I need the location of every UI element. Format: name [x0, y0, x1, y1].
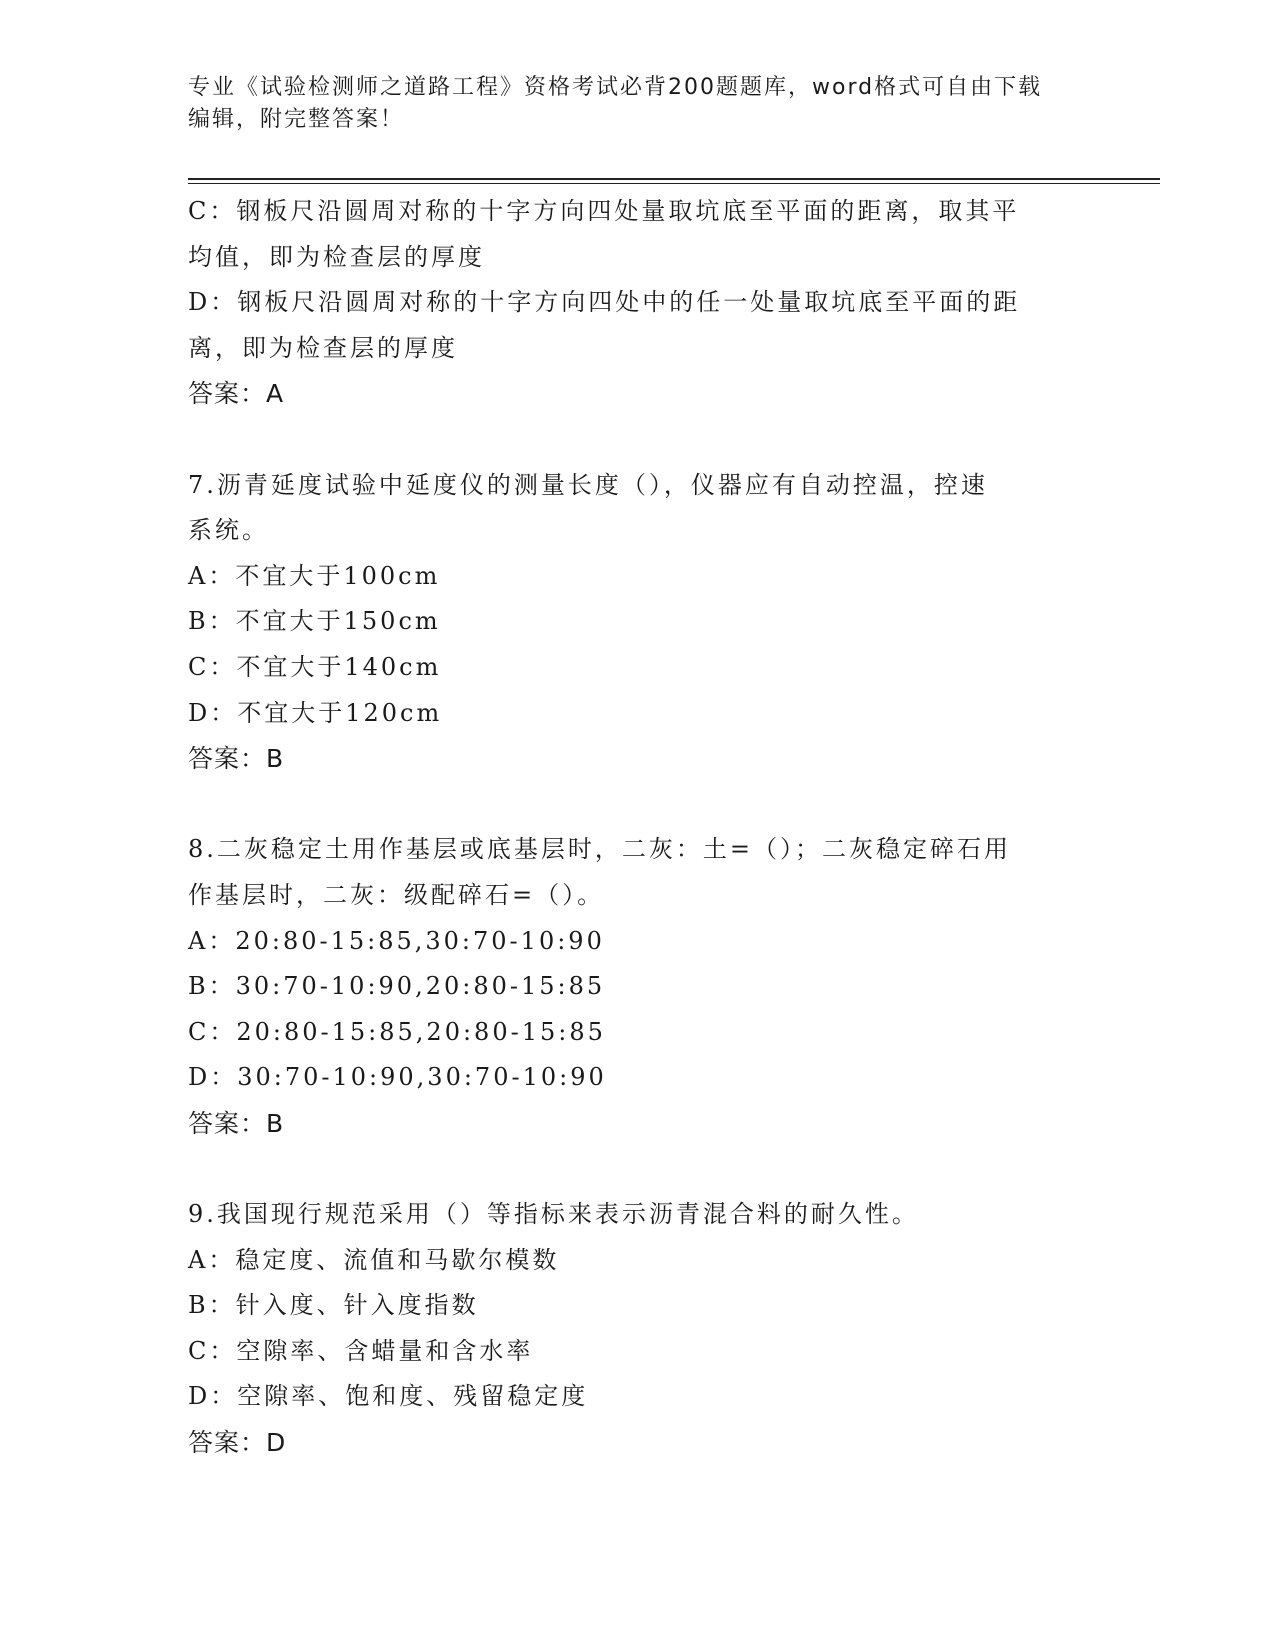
q8-stem-line-2: 作基层时，二灰：级配碎石=（）。 — [188, 880, 605, 909]
q7-stem-line-2: 系统。 — [188, 516, 269, 545]
q7-option-a: A：不宜大于100cm — [188, 561, 441, 590]
q6-option-c-line-2: 均值，即为检查层的厚度 — [188, 242, 485, 271]
q7-answer: 答案：B — [188, 744, 285, 774]
q8-stem-line-1: 8.二灰稳定土用作基层或底基层时，二灰：土=（）；二灰稳定碎石用 — [188, 835, 1012, 864]
q7-option-c: C：不宜大于140cm — [188, 652, 442, 681]
question-6-tail — [188, 189, 1088, 417]
question-8 — [188, 827, 1088, 1146]
q8-answer: 答案：B — [188, 1108, 285, 1138]
q6-option-d-line-1: D：钢板尺沿圆周对称的十字方向四处中的任一处量取坑底至平面的距 — [188, 288, 1021, 317]
q7-stem-line-1: 7.沥青延度试验中延度仪的测量长度（），仪器应有自动控温，控速 — [188, 470, 988, 499]
q8-option-b: B：30:70-10:90,20:80-15:85 — [188, 972, 606, 1001]
header-line-1: 专业《试验检测师之道路工程》资格考试必背200题题库，word格式可自由下载 — [188, 75, 1043, 100]
q6-answer: 答案：A — [188, 379, 285, 409]
question-content — [188, 189, 1088, 1466]
spacer — [188, 1146, 1088, 1192]
q7-option-d: D：不宜大于120cm — [188, 698, 443, 727]
q8-option-a: A：20:80-15:85,30:70-10:90 — [188, 926, 605, 955]
document-header — [188, 72, 1068, 136]
question-9 — [188, 1192, 1088, 1466]
question-7 — [188, 463, 1088, 782]
header-line-2: 编辑，附完整答案！ — [188, 107, 405, 132]
spacer — [188, 417, 1088, 463]
header-divider-thin — [188, 183, 1160, 184]
q6-option-c-line-1: C：钢板尺沿圆周对称的十字方向四处量取坑底至平面的距离，取其平 — [188, 197, 1020, 225]
spacer — [188, 782, 1088, 828]
q6-option-d-line-2: 离，即为检查层的厚度 — [188, 333, 458, 362]
q8-option-c: C：20:80-15:85,20:80-15:85 — [188, 1017, 606, 1046]
q9-option-c: C：空隙率、含蜡量和含水率 — [188, 1336, 534, 1365]
q9-option-b: B：针入度、针入度指数 — [188, 1291, 479, 1320]
q9-stem-line-1: 9.我国现行规范采用（）等指标来表示沥青混合料的耐久性。 — [188, 1200, 919, 1229]
q8-option-d: D：30:70-10:90,30:70-10:90 — [188, 1063, 607, 1092]
q9-option-d: D：空隙率、饱和度、残留稳定度 — [188, 1382, 589, 1411]
q9-option-a: A：稳定度、流值和马歇尔模数 — [188, 1245, 560, 1274]
q7-option-b: B：不宜大于150cm — [188, 607, 441, 636]
q9-answer: 答案：D — [188, 1428, 287, 1458]
header-divider-thick — [188, 178, 1160, 180]
